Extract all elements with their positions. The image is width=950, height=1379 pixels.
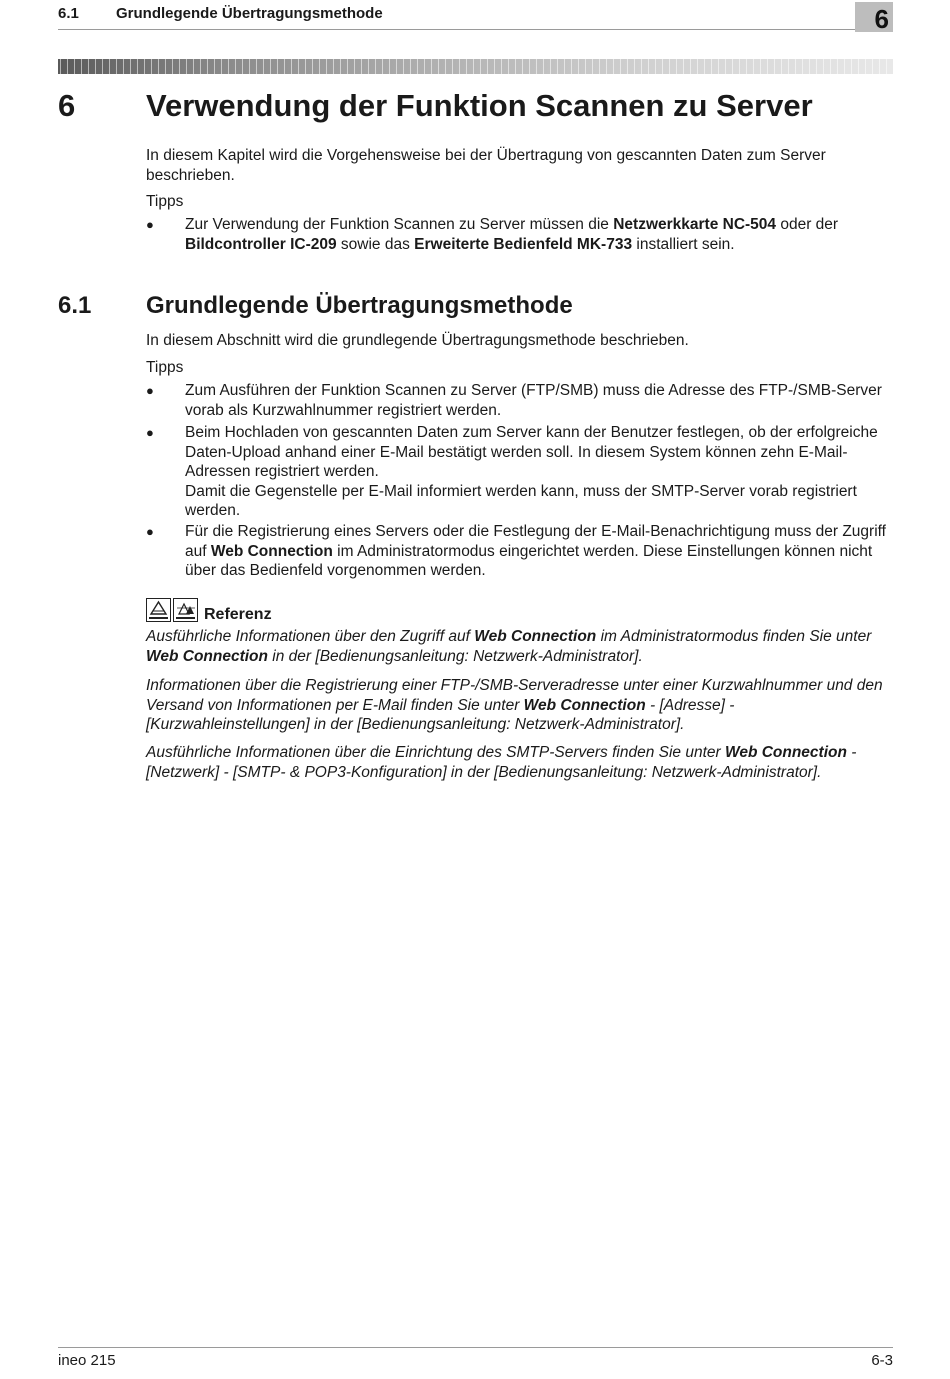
chapter-tips-label: Tipps [146, 193, 184, 210]
bullet-icon: ● [146, 425, 154, 440]
chapter-title: Verwendung der Funktion Scannen zu Server [146, 88, 813, 123]
chapter-tab-number: 6 [874, 4, 889, 34]
section-number: 6.1 [58, 292, 92, 319]
reference-book-icon [146, 598, 198, 622]
page-footer [58, 1347, 893, 1369]
reference-paragraph-2: Informationen über die Registrierung einer FTP-/SMB-Serveradresse unter einer Kurzwahlnummer und den Versand von Informationen per E-Mail finden Sie unter Web Connection - [Adresse] - [Kurzwahleinstellungen] in der [Bedienungsanleitung: Netzwerk-Administrator]. [146, 677, 883, 733]
bullet-icon: ● [146, 524, 154, 539]
chapter-tip-1-text: Zur Verwendung der Funktion Scannen zu Server müssen die Netzwerkkarte NC-504 oder der Bildcontroller IC-209 sowie das Erweiterte Bedienfeld MK-733 installiert sein. [185, 216, 839, 253]
reference-paragraph-1: Ausführliche Informationen über den Zugriff auf Web Connection im Administratormodus finden Sie unter Web Connection in der [Bedienungsanleitung: Netzwerk-Administrator]. [146, 628, 872, 665]
chapter-intro: In diesem Kapitel wird die Vorgehensweise bei der Übertragung von gescannten Daten zum Server beschrieben. [146, 147, 826, 184]
header-section-number: 6.1 [58, 5, 79, 22]
footer-product: ineo 215 [58, 1352, 116, 1369]
header-section-title: Grundlegende Übertragungsmethode [116, 5, 383, 22]
reference-paragraph-3: Ausführliche Informationen über die Einrichtung des SMTP-Servers finden Sie unter Web Connection - [Netzwerk] - [SMTP- & POP3-Konfiguration] in der [Bedienungsanleitung: Netzwerk-Administrator]. [146, 744, 857, 781]
footer-page-number: 6-3 [871, 1352, 893, 1369]
reference-label: Referenz [204, 606, 272, 623]
section-tip-2-para-b: Damit die Gegenstelle per E-Mail informiert werden kann, muss der SMTP-Server vorab registriert werden. [185, 482, 857, 519]
running-header [58, 4, 893, 34]
bullet-icon: ● [146, 217, 154, 232]
bullet-icon: ● [146, 383, 154, 398]
chapter-tab [855, 2, 893, 32]
section-tip-3-text: Für die Registrierung eines Servers oder die Festlegung der E-Mail-Benachrichtigung muss der Zugriff auf Web Connection im Administratormodus eingerichtet werden. Diese Einstellungen können nicht über das Bedienfeld vorgenommen werden. [185, 523, 886, 579]
section-tip-2-text [185, 423, 891, 521]
section-tip-2-para-a: Beim Hochladen von gescannten Daten zum Server kann der Benutzer festlegen, ob der erfolgreiche Daten-Upload anhand einer E-Mail bestätigt werden soll. In diesem System können zehn E-Mail-Adressen registriert werden. [185, 424, 878, 480]
decorative-gradient-bar [58, 59, 893, 74]
section-tip-1-text: Zum Ausführen der Funktion Scannen zu Server (FTP/SMB) muss die Adresse des FTP-/SMB-Server vorab als Kurzwahlnummer registriert werden. [185, 382, 882, 419]
section-intro: In diesem Abschnitt wird die grundlegende Übertragungsmethode beschrieben. [146, 332, 689, 349]
section-title: Grundlegende Übertragungsmethode [146, 292, 573, 319]
section-tips-label: Tipps [146, 359, 184, 376]
chapter-number: 6 [58, 88, 76, 123]
